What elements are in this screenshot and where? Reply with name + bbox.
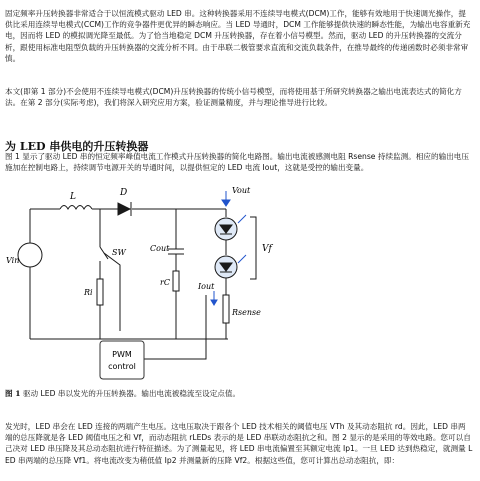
rc-label: rC [160, 278, 170, 287]
cout-label: Cout [150, 244, 170, 253]
inductor-label: L [70, 192, 76, 202]
voltage-source-symbol [18, 243, 42, 267]
figure-caption-text: 驱动 LED 串以发光的升压转换器。输出电流被稳流至设定点值。 [22, 389, 241, 398]
inductor-symbol [60, 206, 92, 210]
iout-label: Iout [198, 282, 215, 291]
pwm-label: PWM [112, 350, 132, 359]
circuit-diagram [0, 183, 480, 383]
diode-label: D [120, 188, 128, 198]
intro-paragraph: 固定频率升压转换器非常适合于以恒流模式驱动 LED 串。这种转换器采用不连续导电模式(DCM)工作，能够有效地用于快速调光操作，提供比采用连续导电模式(CCM)工作的竞争器件更优异的瞬态响应。当 LED 导通时，DCM 工作能够提供快速的瞬态性能，为输出电容重新充电，因而将 LED 的模拟调光降至最低。为了恰当地稳定 DCM 升压转换器，存在着小信号模型。然而，驱动 LED 的升压转换器的交流分析，跟使用标准电阻型负载的升压转换器的交流分析不同。由于串联二极管要求直流和交流负载条件，在推导最终的传递函数时必须非常审慎。 [5, 9, 471, 63]
figure-caption-label: 图 1 [5, 389, 21, 398]
vout-label: Vout [232, 186, 251, 195]
pwm-control-label: control [108, 362, 136, 371]
rc-resistor [173, 271, 179, 291]
vf-label: Vf [262, 244, 272, 254]
rsense-resistor [223, 295, 229, 323]
analysis-paragraph: 发光时，LED 串会在 LED 连接的两端产生电压。这电压取决于跟各个 LED 技术相关的阈值电压 VTh 及其动态阻抗 rd。因此，LED 串两端的总压降就是各 LED 阈值电压之和 Vf，而动态阻抗 rLEDs 表示的是 LED 串联动态阻抗之和。图 2 显示的是采用的等效电路。您可以自己决对 LED 串压降及其总动态阻抗进行特征描述。为了测量起见，将 LED 串电流偏置至其额定电流 Ip1。一旦 LED 达到热稳定，就测量 LED 串两端的总压降 Vf1。将电流改变为稍低值 Ip2 并测量新的压降 Vf2。根据这些值，您可计算出总动态阻抗，即： [5, 422, 473, 465]
ri-resistor [97, 279, 103, 305]
figure-caption [5, 388, 240, 399]
pwm-control-box [100, 341, 144, 379]
section-heading: 为 LED 串供电的升压转换器 [5, 140, 149, 153]
circuit-paragraph: 图 1 显示了驱动 LED 串的恒定频率峰值电流工作模式升压转换器的简化电路图。输出电流被感测电阻 Rsense 持续监测。相应的输出电压施加在控制电路上，持续调节电源开关的导通时间，以提供恒定的 LED 电流 Iout，这就是受控的输出变量。 [5, 152, 469, 173]
part-paragraph: 本文(即第 1 部分)不会使用不连续导电模式(DCM)升压转换器的传统小信号模型，而将使用基于所研究转换器之输出电流表达式的简化方法。在第 2 部分(实际考虑)，我们将深入研究应用方案，验证测量精度，并与理论推导进行比较。 [5, 87, 462, 108]
ri-label: Ri [84, 288, 93, 297]
vin-label: Vin [6, 256, 20, 265]
diode-symbol [118, 203, 130, 215]
rsense-label: Rsense [232, 308, 261, 317]
switch-label: SW [112, 248, 126, 257]
